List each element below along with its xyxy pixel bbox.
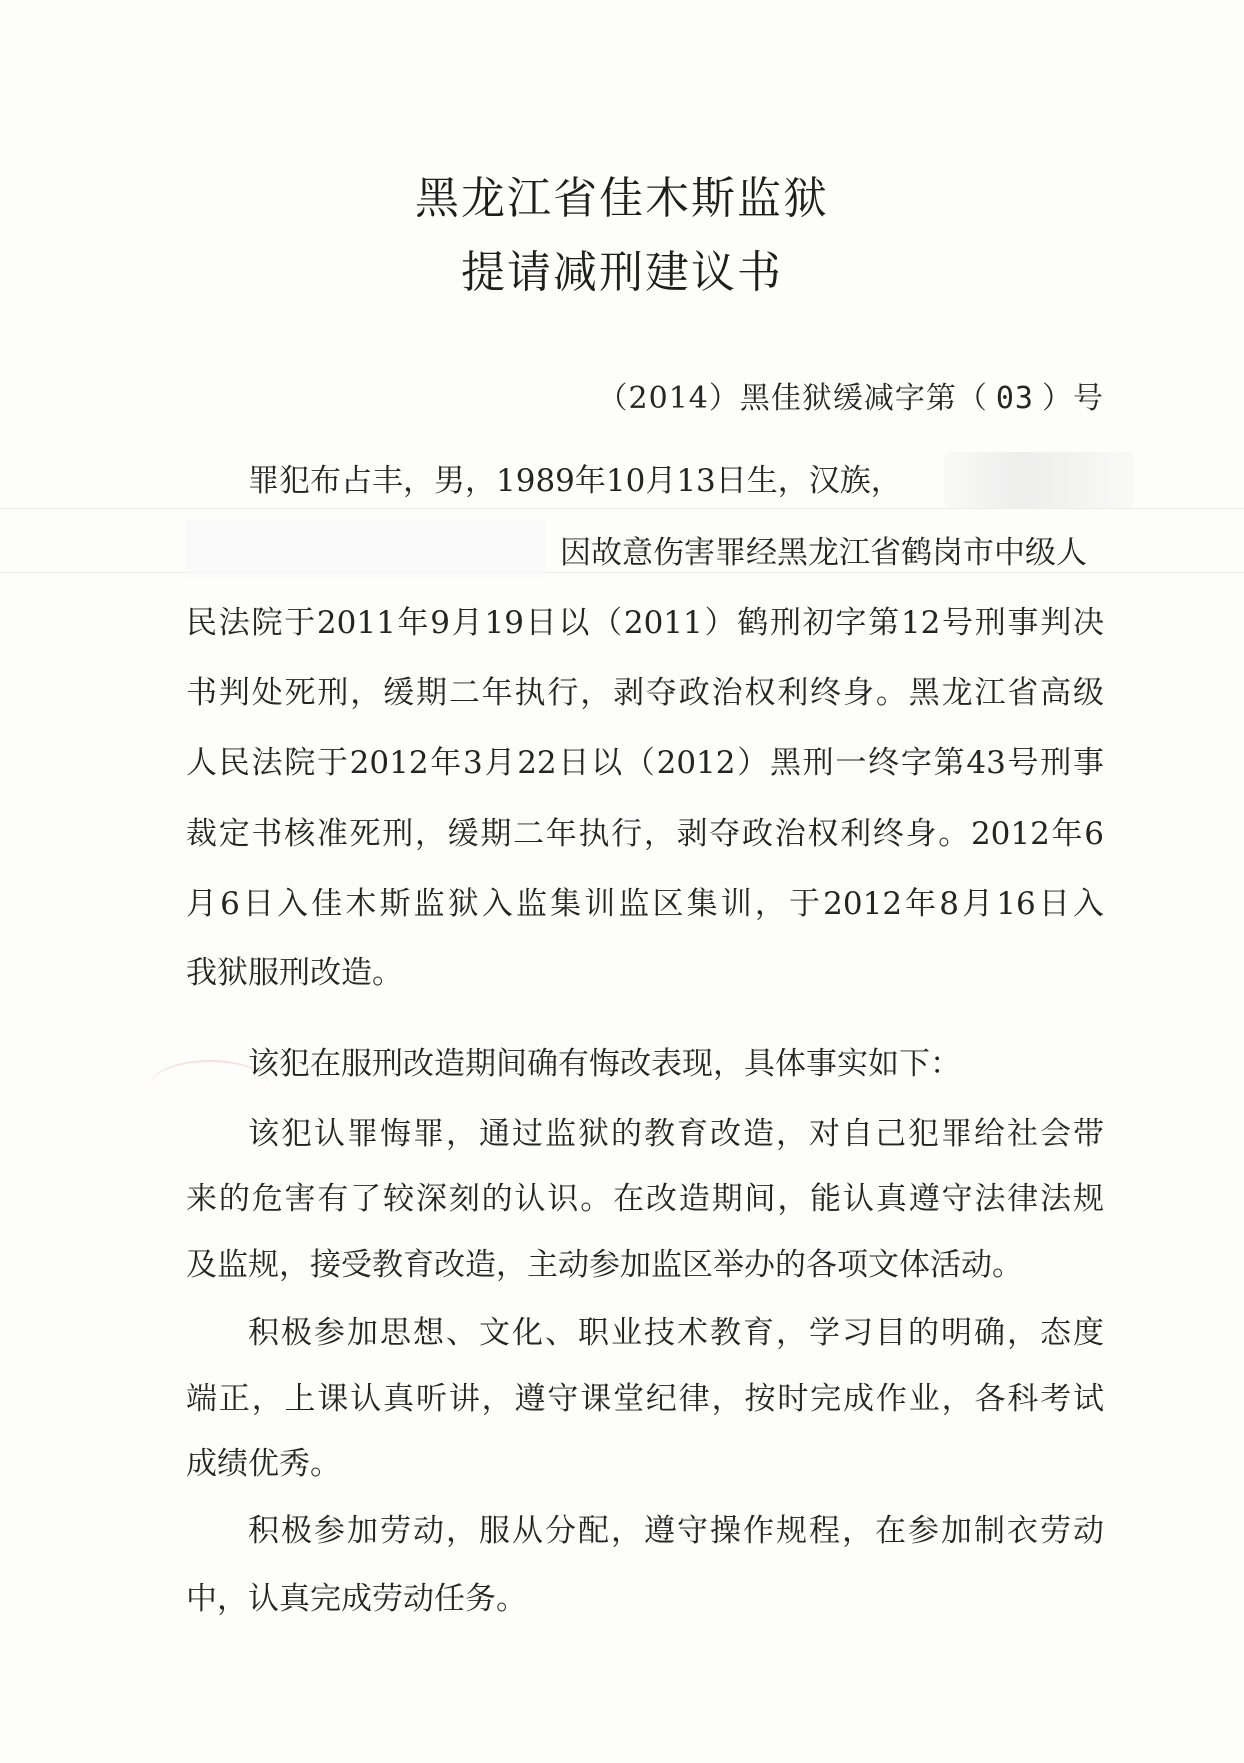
- body-line: 罪犯布占丰，男，1989年10月13日生，汉族，: [248, 463, 902, 499]
- scan-artifact-line: [0, 508, 1244, 509]
- body-line: 中，认真完成劳动任务。: [186, 1581, 527, 1617]
- body-line: 裁定书核准死刑，缓期二年执行，剥夺政治权利终身。2012年6: [186, 816, 1104, 852]
- body-line: 民法院于2011年9月19日以（2011）鹤刑初字第12号刑事判决: [186, 605, 1104, 641]
- body-line: 成绩优秀。: [186, 1446, 341, 1482]
- body-line: 端正，上课认真听讲，遵守课堂纪律，按时完成作业，各科考试: [186, 1381, 1104, 1417]
- document-title-line-2: 提请减刑建议书: [461, 247, 783, 298]
- body-line: 及监规，接受教育改造，主动参加监区举办的各项文体活动。: [186, 1247, 1023, 1283]
- document-number-value: 03: [995, 381, 1034, 416]
- body-line: 该犯认罪悔罪，通过监狱的教育改造，对自己犯罪给社会带: [248, 1116, 1104, 1152]
- body-line: 来的危害有了较深刻的认识。在改造期间，能认真遵守法律法规: [186, 1181, 1104, 1217]
- document-number: [598, 373, 1104, 417]
- body-line: 该犯在服刑改造期间确有悔改表现，具体事实如下：: [248, 1046, 961, 1082]
- body-line: 积极参加思想、文化、职业技术教育，学习目的明确，态度: [248, 1315, 1104, 1351]
- body-line: 因故意伤害罪经黑龙江省鹤岗市中级人: [560, 535, 1087, 571]
- body-line: 人民法院于2012年3月22日以（2012）黑刑一终字第43号刑事: [186, 745, 1104, 781]
- body-line: 我狱服刑改造。: [186, 955, 403, 991]
- document-title-line-1: 黑龙江省佳木斯监狱: [415, 173, 829, 224]
- redacted-area: [186, 520, 546, 578]
- body-line: 积极参加劳动，服从分配，遵守操作规程，在参加制衣劳动: [248, 1513, 1104, 1549]
- document-number-prefix: （2014）黑佳狱缓减字第（: [597, 381, 988, 416]
- body-line: 书判处死刑，缓期二年执行，剥夺政治权利终身。黑龙江省高级: [186, 675, 1104, 711]
- document-number-suffix: ）号: [1042, 381, 1104, 416]
- body-line: 月6日入佳木斯监狱入监集训监区集训，于2012年8月16日入: [186, 886, 1104, 922]
